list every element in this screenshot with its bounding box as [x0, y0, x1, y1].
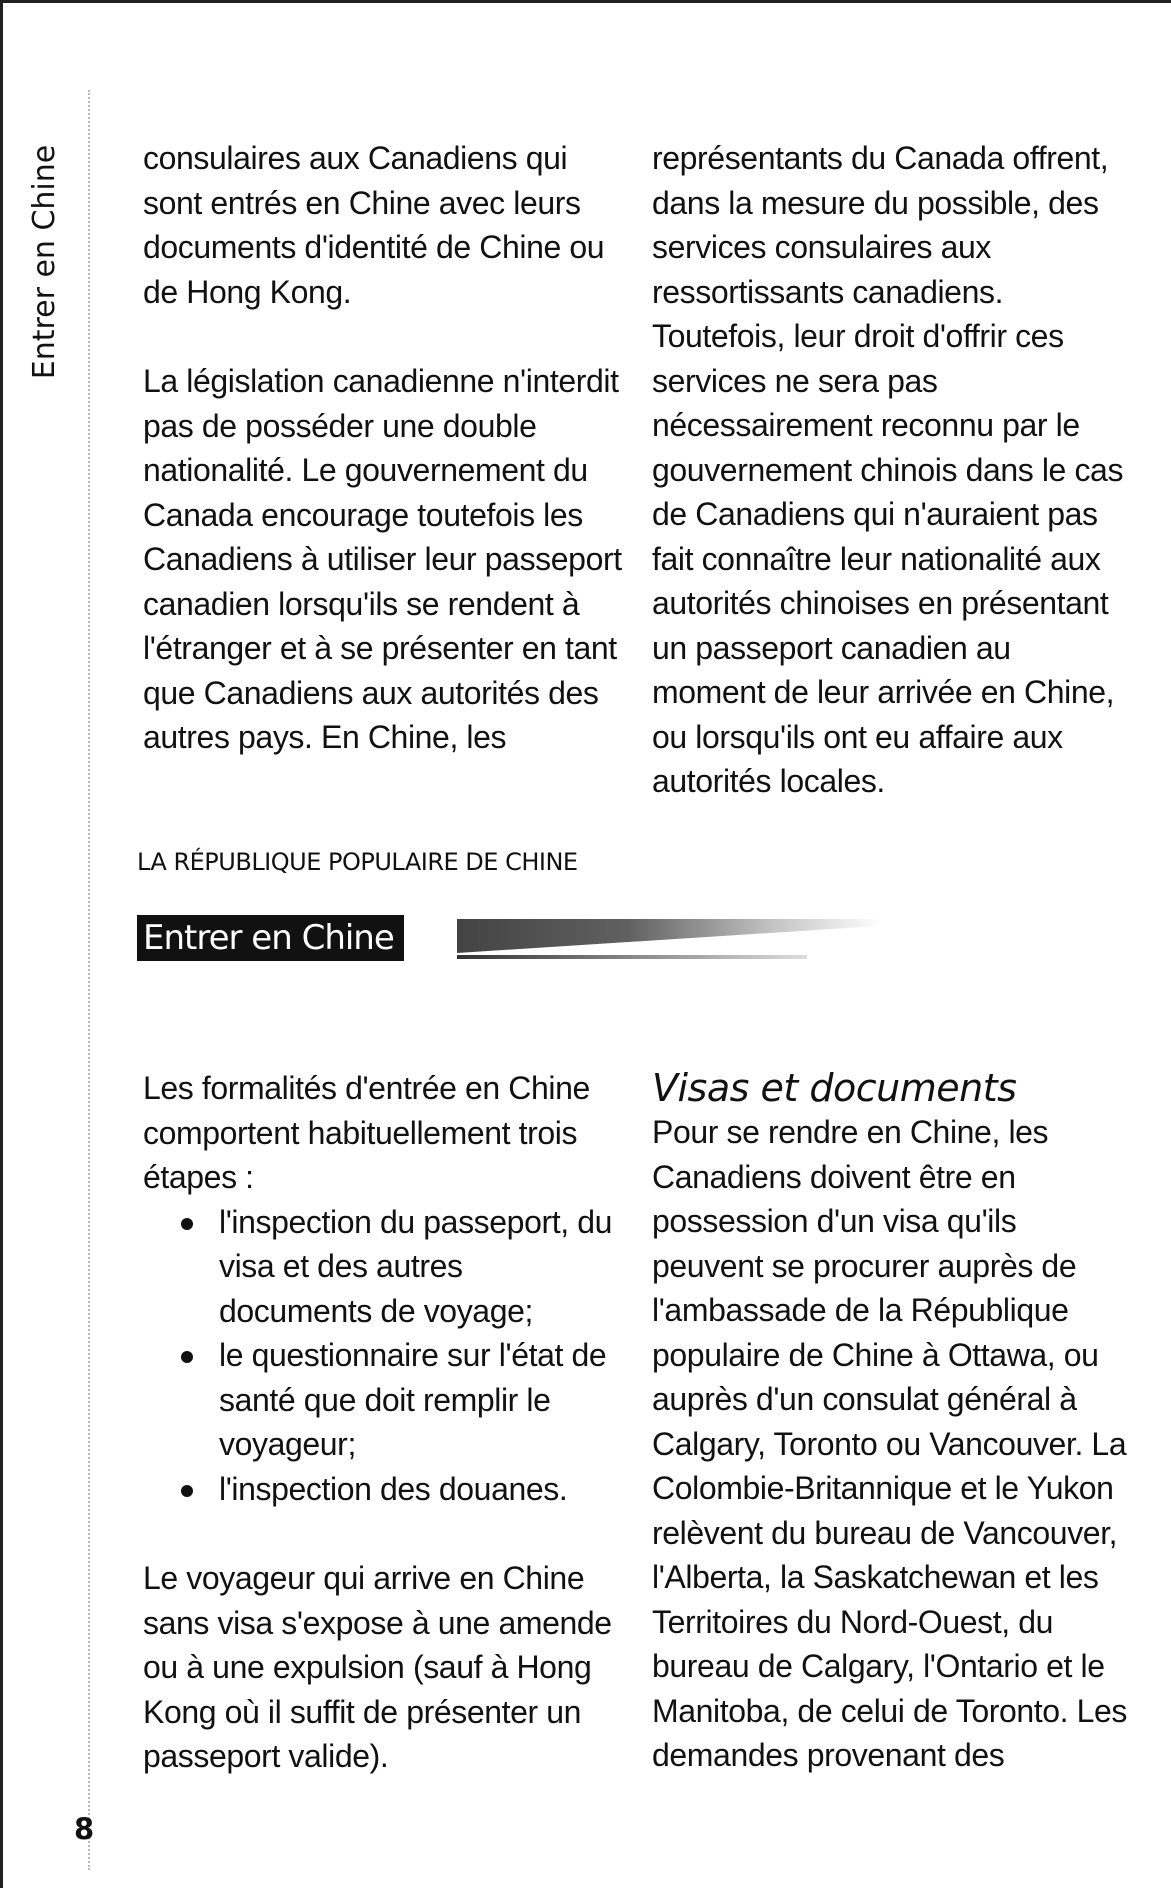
top-left-column [143, 136, 623, 760]
banner-decorative-underline [457, 955, 807, 959]
margin-dotted-rule [88, 90, 90, 1870]
page-top-border [0, 0, 1171, 3]
paragraph: Pour se rendre en Chine, les Canadiens doivent être en possession d'un visa qu'ils peuvent se procurer auprès de l'ambassade de la République populaire de Chine à Ottawa, ou auprès d'un consulat général à Calgary, Toronto ou Vancouver. La Colombie-Britannique et le Yukon relèvent du bureau de Vancouver, l'Alberta, la Saskatchewan et les Territoires du Nord-Ouest, du bureau de Calgary, l'Ontario et le Manitoba, de celui de Toronto. Les demandes provenant des [652, 1114, 1128, 1773]
paragraph: consulaires aux Canadiens qui sont entrés en Chine avec leurs documents d'identité de Chine ou de Hong Kong. [143, 140, 605, 310]
bullet-icon [181, 1351, 193, 1363]
list-item-text: le questionnaire sur l'état de santé que doit remplir le voyageur; [219, 1337, 607, 1462]
list-item [143, 1467, 623, 1512]
banner-title: Entrer en Chine [137, 915, 404, 961]
paragraph: représentants du Canada offrent, dans la mesure du possible, des services consulaires aux ressortissants canadiens. Toutefois, leur droit d'offrir ces services ne sera pas nécessairement reconnu par le gouvernement chinois dans le cas de Canadiens qui n'auraient pas fait connaître leur nationalité aux autorités chinoises en présentant un passeport canadien au moment de leur arrivée en Chine, ou lorsqu'ils ont eu affaire aux autorités locales. [652, 140, 1124, 799]
bullet-list [143, 1200, 623, 1512]
section-banner [137, 915, 882, 961]
bullet-icon [181, 1218, 193, 1230]
section-label: LA RÉPUBLIQUE POPULAIRE DE CHINE [137, 848, 578, 876]
page-left-border [0, 0, 3, 1888]
list-item-text: l'inspection des douanes. [219, 1470, 568, 1507]
paragraph: La législation canadienne n'interdit pas de posséder une double nationalité. Le gouvernement du Canada encourage toutefois les Canadiens à utiliser leur passeport canadien lorsqu'ils se rendent à l'étranger et à se présenter en tant que Canadiens aux autorités des autres pays. En Chine, les [143, 363, 622, 755]
page-number: 8 [74, 1812, 95, 1846]
bottom-right-column [652, 1066, 1132, 1778]
side-running-header: Entrer en Chine [27, 144, 62, 380]
bullet-icon [181, 1485, 193, 1497]
bottom-left-column [143, 1066, 623, 1779]
list-item [143, 1333, 623, 1467]
paragraph-gap [143, 314, 623, 359]
paragraph-gap [143, 1511, 623, 1556]
intro-paragraph: Les formalités d'entrée en Chine comportent habituellement trois étapes : [143, 1070, 590, 1195]
top-right-column [652, 136, 1132, 804]
banner-decorative-rule [457, 919, 882, 953]
closing-paragraph: Le voyageur qui arrive en Chine sans visa s'expose à une amende ou à une expulsion (sauf à Hong Kong où il suffit de présenter un passeport valide). [143, 1560, 612, 1774]
list-item [143, 1200, 623, 1334]
list-item-text: l'inspection du passeport, du visa et des autres documents de voyage; [219, 1203, 612, 1329]
subsection-heading: Visas et documents [652, 1066, 1017, 1110]
